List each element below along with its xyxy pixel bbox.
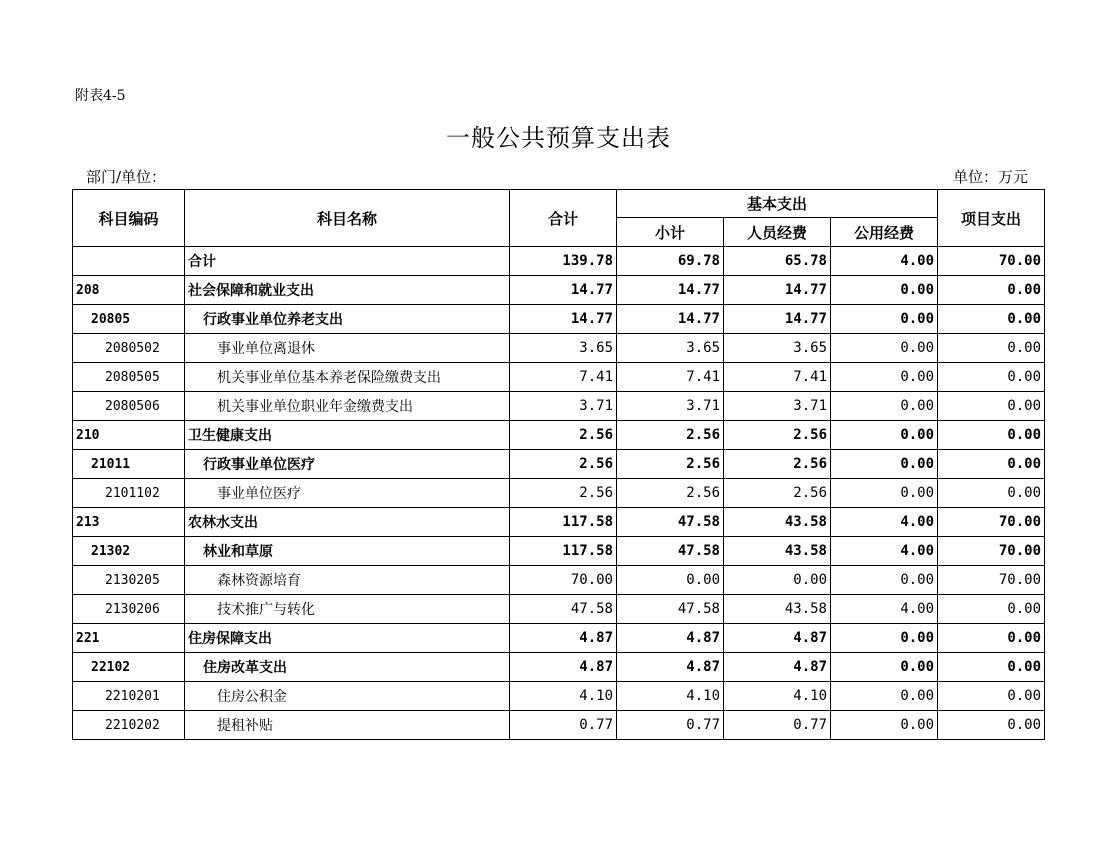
cell-name: 森林资源培育 [185, 566, 510, 595]
table-row [73, 595, 1045, 624]
cell-code: 2130205 [73, 566, 185, 595]
cell-personnel: 4.87 [724, 624, 831, 653]
table-row [73, 566, 1045, 595]
cell-name: 合计 [185, 247, 510, 276]
table-row [73, 363, 1045, 392]
cell-name: 事业单位离退休 [185, 334, 510, 363]
cell-total: 7.41 [510, 363, 617, 392]
cell-name: 机关事业单位基本养老保险缴费支出 [185, 363, 510, 392]
cell-total: 117.58 [510, 508, 617, 537]
col-header-subtotal: 小计 [617, 218, 724, 247]
col-header-personnel: 人员经费 [724, 218, 831, 247]
cell-project: 70.00 [938, 537, 1045, 566]
cell-subtotal: 47.58 [617, 595, 724, 624]
cell-project: 0.00 [938, 711, 1045, 740]
cell-subtotal: 2.56 [617, 450, 724, 479]
cell-project: 0.00 [938, 334, 1045, 363]
cell-public: 0.00 [831, 305, 938, 334]
cell-public: 0.00 [831, 682, 938, 711]
cell-subtotal: 2.56 [617, 421, 724, 450]
cell-total: 2.56 [510, 421, 617, 450]
cell-public: 0.00 [831, 711, 938, 740]
cell-subtotal: 0.77 [617, 711, 724, 740]
table-row [73, 479, 1045, 508]
cell-total: 117.58 [510, 537, 617, 566]
cell-subtotal: 47.58 [617, 537, 724, 566]
col-header-basic: 基本支出 [617, 190, 938, 218]
cell-code: 21011 [73, 450, 185, 479]
col-header-total: 合计 [510, 190, 617, 247]
table-row [73, 421, 1045, 450]
cell-code: 20805 [73, 305, 185, 334]
cell-total: 70.00 [510, 566, 617, 595]
cell-total: 2.56 [510, 479, 617, 508]
cell-total: 14.77 [510, 276, 617, 305]
cell-personnel: 3.65 [724, 334, 831, 363]
cell-code: 210 [73, 421, 185, 450]
cell-code: 2130206 [73, 595, 185, 624]
table-row [73, 508, 1045, 537]
cell-public: 0.00 [831, 363, 938, 392]
cell-project: 70.00 [938, 508, 1045, 537]
cell-total: 2.56 [510, 450, 617, 479]
table-row [73, 334, 1045, 363]
cell-total: 4.87 [510, 624, 617, 653]
cell-total: 47.58 [510, 595, 617, 624]
cell-name: 行政事业单位医疗 [185, 450, 510, 479]
cell-code: 22102 [73, 653, 185, 682]
cell-project: 0.00 [938, 595, 1045, 624]
cell-project: 0.00 [938, 305, 1045, 334]
table-row [73, 392, 1045, 421]
table-row [73, 653, 1045, 682]
cell-project: 0.00 [938, 363, 1045, 392]
cell-project: 70.00 [938, 247, 1045, 276]
table-body [73, 247, 1045, 740]
cell-public: 4.00 [831, 508, 938, 537]
col-header-code: 科目编码 [73, 190, 185, 247]
cell-code: 21302 [73, 537, 185, 566]
cell-personnel: 2.56 [724, 479, 831, 508]
cell-personnel: 43.58 [724, 508, 831, 537]
cell-name: 技术推广与转化 [185, 595, 510, 624]
cell-total: 3.65 [510, 334, 617, 363]
cell-code: 2080506 [73, 392, 185, 421]
cell-subtotal: 3.71 [617, 392, 724, 421]
col-header-name: 科目名称 [185, 190, 510, 247]
cell-personnel: 14.77 [724, 276, 831, 305]
col-header-project: 项目支出 [938, 190, 1045, 247]
table-row [73, 537, 1045, 566]
cell-personnel: 7.41 [724, 363, 831, 392]
cell-subtotal: 4.10 [617, 682, 724, 711]
cell-project: 0.00 [938, 653, 1045, 682]
cell-subtotal: 69.78 [617, 247, 724, 276]
cell-personnel: 0.00 [724, 566, 831, 595]
cell-code: 2080505 [73, 363, 185, 392]
cell-public: 0.00 [831, 392, 938, 421]
cell-name: 住房保障支出 [185, 624, 510, 653]
cell-project: 0.00 [938, 276, 1045, 305]
cell-project: 0.00 [938, 392, 1045, 421]
cell-name: 卫生健康支出 [185, 421, 510, 450]
cell-total: 139.78 [510, 247, 617, 276]
cell-personnel: 43.58 [724, 537, 831, 566]
cell-project: 70.00 [938, 566, 1045, 595]
cell-personnel: 3.71 [724, 392, 831, 421]
cell-public: 0.00 [831, 479, 938, 508]
cell-code: 221 [73, 624, 185, 653]
table-row [73, 276, 1045, 305]
cell-code: 213 [73, 508, 185, 537]
cell-subtotal: 3.65 [617, 334, 724, 363]
unit-label: 单位：万元 [952, 168, 1028, 186]
table-row [73, 624, 1045, 653]
cell-personnel: 43.58 [724, 595, 831, 624]
cell-name: 住房改革支出 [185, 653, 510, 682]
cell-public: 0.00 [831, 624, 938, 653]
cell-code: 2101102 [73, 479, 185, 508]
cell-public: 4.00 [831, 247, 938, 276]
col-header-public: 公用经费 [831, 218, 938, 247]
cell-name: 住房公积金 [185, 682, 510, 711]
cell-personnel: 2.56 [724, 421, 831, 450]
cell-public: 0.00 [831, 566, 938, 595]
cell-public: 4.00 [831, 595, 938, 624]
cell-code: 208 [73, 276, 185, 305]
department-label: 部门/单位： [86, 168, 167, 186]
cell-personnel: 0.77 [724, 711, 831, 740]
cell-name: 提租补贴 [185, 711, 510, 740]
cell-public: 0.00 [831, 653, 938, 682]
cell-name: 林业和草原 [185, 537, 510, 566]
cell-subtotal: 4.87 [617, 653, 724, 682]
cell-name: 机关事业单位职业年金缴费支出 [185, 392, 510, 421]
cell-personnel: 4.87 [724, 653, 831, 682]
cell-code: 2080502 [73, 334, 185, 363]
cell-total: 3.71 [510, 392, 617, 421]
page-title: 一般公共预算支出表 [446, 124, 671, 152]
cell-public: 0.00 [831, 334, 938, 363]
cell-name: 农林水支出 [185, 508, 510, 537]
table-row [73, 450, 1045, 479]
cell-subtotal: 2.56 [617, 479, 724, 508]
cell-total: 14.77 [510, 305, 617, 334]
cell-subtotal: 47.58 [617, 508, 724, 537]
cell-subtotal: 4.87 [617, 624, 724, 653]
cell-total: 4.10 [510, 682, 617, 711]
cell-name: 社会保障和就业支出 [185, 276, 510, 305]
cell-code [73, 247, 185, 276]
header-row-1 [73, 190, 1045, 218]
cell-code: 2210202 [73, 711, 185, 740]
table-row [73, 682, 1045, 711]
cell-project: 0.00 [938, 624, 1045, 653]
cell-public: 0.00 [831, 421, 938, 450]
cell-subtotal: 0.00 [617, 566, 724, 595]
cell-public: 4.00 [831, 537, 938, 566]
cell-project: 0.00 [938, 682, 1045, 711]
table-row [73, 305, 1045, 334]
cell-name: 行政事业单位养老支出 [185, 305, 510, 334]
cell-personnel: 4.10 [724, 682, 831, 711]
cell-project: 0.00 [938, 479, 1045, 508]
cell-public: 0.00 [831, 450, 938, 479]
cell-subtotal: 14.77 [617, 305, 724, 334]
cell-subtotal: 14.77 [617, 276, 724, 305]
cell-code: 2210201 [73, 682, 185, 711]
cell-name: 事业单位医疗 [185, 479, 510, 508]
cell-project: 0.00 [938, 421, 1045, 450]
cell-personnel: 14.77 [724, 305, 831, 334]
table-row [73, 247, 1045, 276]
cell-project: 0.00 [938, 450, 1045, 479]
cell-public: 0.00 [831, 276, 938, 305]
cell-personnel: 65.78 [724, 247, 831, 276]
table-row [73, 711, 1045, 740]
cell-total: 4.87 [510, 653, 617, 682]
attachment-label: 附表4-5 [75, 88, 126, 104]
cell-subtotal: 7.41 [617, 363, 724, 392]
cell-total: 0.77 [510, 711, 617, 740]
cell-personnel: 2.56 [724, 450, 831, 479]
expenditure-table [72, 189, 1045, 740]
